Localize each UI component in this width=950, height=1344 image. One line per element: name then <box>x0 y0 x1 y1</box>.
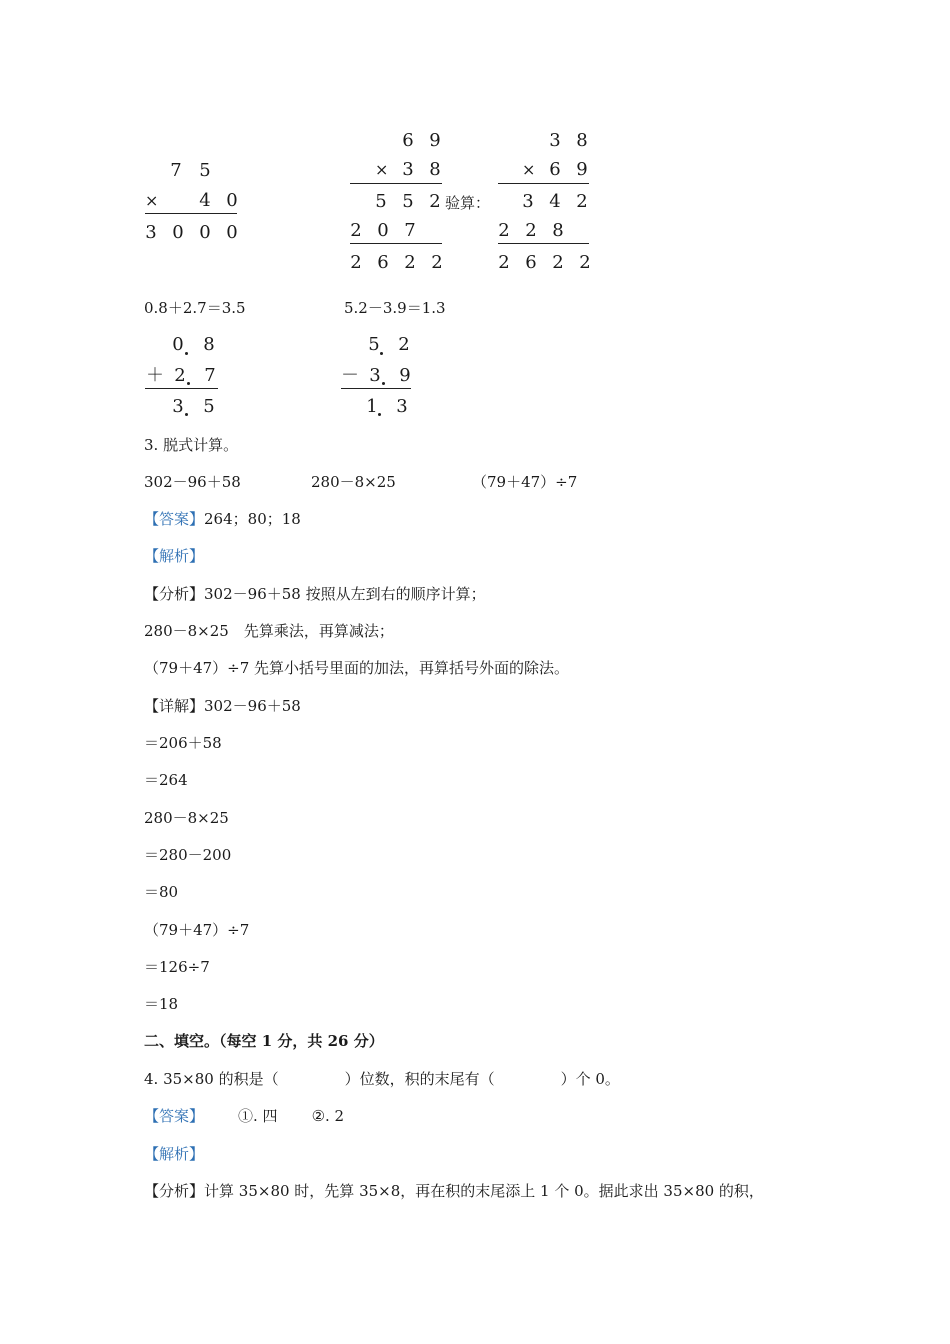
digit: 9 <box>576 159 588 180</box>
digit: 2 <box>350 252 362 273</box>
digit: 3 <box>522 191 534 212</box>
digit: 5 <box>402 191 414 212</box>
answer-tag: 【答案】 <box>144 1107 205 1125</box>
jiexi-tag: 【解析】 <box>144 547 205 565</box>
analysis-text: 302－96＋58 按照从左到右的顺序计算； <box>204 585 486 603</box>
calc-rule <box>498 243 589 244</box>
digit: 4 <box>199 190 211 211</box>
digit: 8 <box>203 334 215 355</box>
digit: 3 <box>369 365 381 386</box>
digit: 2 <box>552 252 564 273</box>
digit: 9 <box>399 365 411 386</box>
digit: 7 <box>204 365 216 386</box>
digit: 6 <box>377 252 389 273</box>
calc-rule <box>145 213 237 214</box>
digit: 2 <box>350 220 362 241</box>
xiangjie-tag: 【详解】 <box>144 697 205 715</box>
step-line: ＝264 <box>144 771 188 789</box>
decimal-point <box>382 382 385 385</box>
analysis-line <box>144 1181 764 1201</box>
fenxi-tag: 【分析】 <box>144 1182 205 1200</box>
digit: 6 <box>402 130 414 151</box>
digit: 8 <box>552 220 564 241</box>
calc-rule <box>145 388 218 389</box>
calc-rule <box>350 183 442 184</box>
section-heading: 二、填空。（每空 1 分，共 26 分） <box>144 1032 384 1050</box>
digit: 8 <box>429 159 441 180</box>
digit: 2 <box>498 220 510 241</box>
question-text: ）个 0。 <box>560 1070 620 1088</box>
expression: 280－8×25 <box>311 473 396 491</box>
digit: 6 <box>549 159 561 180</box>
question-4 <box>144 1069 620 1089</box>
decimal-point <box>187 382 190 385</box>
digit: 5 <box>199 160 211 181</box>
digit: 4 <box>549 191 561 212</box>
plus-sign: ＋ <box>146 365 164 386</box>
digit: 2 <box>398 334 410 355</box>
digit: 3 <box>172 396 184 417</box>
times-sign: × <box>522 160 536 179</box>
answer-tag: 【答案】 <box>144 510 205 528</box>
question-text: 4. 35×80 的积是（ <box>144 1070 279 1088</box>
step-line: 280－8×25 <box>144 809 229 827</box>
analysis-text: 计算 35×80 时，先算 35×8，再在积的末尾添上 1 个 0。据此求出 35×80 的积， <box>204 1182 764 1200</box>
digit: 3 <box>549 130 561 151</box>
digit: 7 <box>170 160 182 181</box>
minus-sign: － <box>341 365 359 386</box>
digit: 7 <box>404 220 416 241</box>
digit: 9 <box>429 130 441 151</box>
analysis-line: （79＋47）÷7 先算小括号里面的加法，再算括号外面的除法。 <box>144 659 570 677</box>
question-text: ）位数，积的末尾有（ <box>344 1070 495 1088</box>
answer-line <box>144 1106 344 1126</box>
step-line: （79＋47）÷7 <box>144 921 250 939</box>
digit: 0 <box>172 222 184 243</box>
equation-sub: 5.2－3.9＝1.3 <box>344 299 446 317</box>
digit: 0 <box>226 190 238 211</box>
analysis-line: 280－8×25 先算乘法，再算减法； <box>144 622 394 640</box>
jiexi-tag: 【解析】 <box>144 1145 205 1163</box>
digit: 3 <box>402 159 414 180</box>
digit: 2 <box>431 252 443 273</box>
fenxi-tag: 【分析】 <box>144 585 205 603</box>
decimal-point <box>185 352 188 355</box>
decimal-point <box>380 352 383 355</box>
step-text: 302－96＋58 <box>204 697 301 715</box>
verify-label: 验算： <box>445 194 491 212</box>
times-sign: × <box>375 160 389 179</box>
digit: 0 <box>199 222 211 243</box>
times-sign: × <box>145 191 159 210</box>
answer-item: ②. 2 <box>311 1107 345 1125</box>
digit: 2 <box>579 252 591 273</box>
question-3-title: 3. 脱式计算。 <box>144 436 239 454</box>
digit: 0 <box>226 222 238 243</box>
decimal-point <box>185 413 188 416</box>
calc-rule <box>350 243 442 244</box>
digit: 2 <box>525 220 537 241</box>
step-line: ＝206＋58 <box>144 734 222 752</box>
expression: （79＋47）÷7 <box>472 473 578 491</box>
step-line: ＝280－200 <box>144 846 232 864</box>
digit: 2 <box>498 252 510 273</box>
digit: 3 <box>145 222 157 243</box>
digit: 3 <box>396 396 408 417</box>
calc-rule <box>498 183 589 184</box>
step-line: ＝126÷7 <box>144 958 210 976</box>
decimal-point <box>378 413 381 416</box>
digit: 2 <box>174 365 186 386</box>
answer-text: 264；80；18 <box>204 510 301 528</box>
digit: 6 <box>525 252 537 273</box>
digit: 5 <box>203 396 215 417</box>
digit: 1 <box>366 396 378 417</box>
equation-add: 0.8＋2.7＝3.5 <box>144 299 246 317</box>
detail-line <box>144 696 301 716</box>
digit: 5 <box>375 191 387 212</box>
digit: 2 <box>576 191 588 212</box>
digit: 2 <box>404 252 416 273</box>
step-line: ＝80 <box>144 883 179 901</box>
digit: 2 <box>429 191 441 212</box>
answer-item: ①. 四 <box>238 1107 278 1125</box>
digit: 5 <box>368 334 380 355</box>
digit: 0 <box>172 334 184 355</box>
step-line: ＝18 <box>144 995 179 1013</box>
answer-line <box>144 509 301 529</box>
digit: 0 <box>377 220 389 241</box>
calc-rule <box>341 388 411 389</box>
expression: 302－96＋58 <box>144 473 241 491</box>
digit: 8 <box>576 130 588 151</box>
analysis-line <box>144 584 486 604</box>
